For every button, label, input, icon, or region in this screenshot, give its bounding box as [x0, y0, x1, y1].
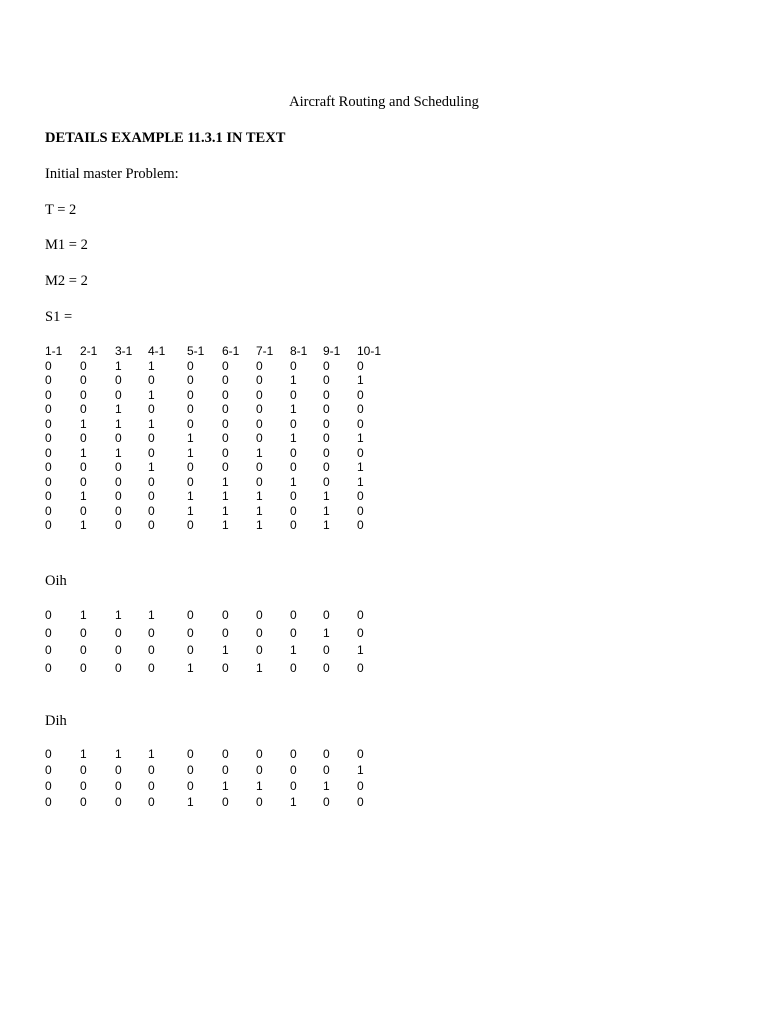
dih-cell: 1 [290, 795, 297, 809]
s1-cell: 0 [323, 445, 330, 460]
s1-cell: 1 [357, 431, 364, 445]
s1-cell: 0 [357, 402, 364, 416]
s1-cell: 0 [290, 387, 297, 402]
s1-cell: 1 [222, 489, 229, 503]
s1-cell: 1 [148, 387, 155, 402]
s1-cell: 0 [256, 402, 263, 416]
dih-cell: 0 [115, 795, 122, 809]
s1-cell: 1 [256, 445, 263, 460]
s1-header-cell: 4-1 [148, 344, 166, 358]
dih-cell: 1 [187, 795, 194, 809]
dih-cell: 0 [80, 795, 87, 809]
s1-cell: 0 [290, 503, 297, 518]
s1-cell: 1 [290, 474, 297, 489]
s1-cell: 1 [115, 416, 122, 431]
s1-cell: 0 [222, 431, 229, 445]
s1-cell: 1 [187, 489, 194, 503]
s1-cell: 0 [80, 373, 87, 387]
s1-cell: 0 [290, 489, 297, 503]
s1-cell: 0 [45, 503, 52, 518]
s1-cell: 0 [80, 431, 87, 445]
oih-cell: 0 [222, 660, 229, 675]
s1-cell: 0 [323, 431, 330, 445]
s1-cell: 0 [115, 518, 122, 532]
s1-cell: 0 [357, 445, 364, 460]
dih-cell: 0 [45, 747, 52, 761]
s1-cell: 0 [80, 402, 87, 416]
s1-cell: 1 [187, 431, 194, 445]
s1-cell: 0 [45, 416, 52, 431]
oih-cell: 1 [290, 643, 297, 657]
param-m1: M1 = 2 [45, 237, 88, 253]
dih-cell: 0 [323, 747, 330, 761]
s1-cell: 0 [148, 518, 155, 532]
dih-label: Dih [45, 713, 67, 729]
oih-cell: 0 [115, 625, 122, 640]
s1-cell: 1 [256, 489, 263, 503]
s1-cell: 1 [357, 460, 364, 474]
dih-cell: 0 [148, 795, 155, 809]
s1-cell: 0 [187, 474, 194, 489]
s1-cell: 0 [115, 474, 122, 489]
dih-cell: 0 [357, 747, 364, 761]
s1-cell: 0 [45, 402, 52, 416]
oih-cell: 0 [222, 608, 229, 622]
s1-cell: 0 [222, 402, 229, 416]
s1-cell: 0 [323, 373, 330, 387]
s1-cell: 0 [357, 358, 364, 373]
s1-cell: 0 [256, 358, 263, 373]
dih-cell: 0 [256, 795, 263, 809]
section-heading: DETAILS EXAMPLE 11.3.1 IN TEXT [45, 130, 286, 146]
dih-cell: 0 [148, 779, 155, 793]
s1-cell: 1 [148, 460, 155, 474]
dih-cell: 1 [115, 747, 122, 761]
s1-cell: 0 [222, 445, 229, 460]
dih-cell: 1 [148, 747, 155, 761]
oih-cell: 0 [222, 625, 229, 640]
s1-cell: 1 [222, 474, 229, 489]
s1-cell: 0 [45, 489, 52, 503]
s1-cell: 1 [357, 373, 364, 387]
s1-cell: 1 [323, 489, 330, 503]
s1-cell: 0 [45, 431, 52, 445]
s1-cell: 0 [80, 358, 87, 373]
oih-cell: 1 [80, 608, 87, 622]
s1-cell: 1 [148, 358, 155, 373]
oih-cell: 1 [187, 660, 194, 675]
s1-cell: 0 [256, 460, 263, 474]
s1-cell: 0 [148, 402, 155, 416]
s1-cell: 0 [256, 474, 263, 489]
dih-cell: 0 [187, 763, 194, 777]
s1-cell: 1 [80, 489, 87, 503]
s1-cell: 0 [222, 373, 229, 387]
s1-cell: 0 [45, 373, 52, 387]
oih-cell: 0 [290, 608, 297, 622]
s1-cell: 0 [222, 358, 229, 373]
s1-header-cell: 2-1 [80, 344, 98, 358]
s1-cell: 0 [290, 445, 297, 460]
dih-cell: 0 [357, 779, 364, 793]
s1-cell: 0 [290, 518, 297, 532]
oih-cell: 0 [148, 625, 155, 640]
dih-cell: 0 [80, 763, 87, 777]
oih-cell: 0 [256, 643, 263, 657]
oih-cell: 0 [45, 643, 52, 657]
s1-cell: 0 [323, 402, 330, 416]
s1-cell: 0 [115, 387, 122, 402]
s1-cell: 0 [187, 518, 194, 532]
s1-cell: 0 [256, 387, 263, 402]
oih-label: Oih [45, 573, 67, 589]
s1-cell: 0 [148, 489, 155, 503]
s1-cell: 0 [256, 431, 263, 445]
s1-header-cell: 6-1 [222, 344, 240, 358]
dih-cell: 0 [222, 747, 229, 761]
s1-cell: 1 [256, 518, 263, 532]
oih-cell: 0 [115, 660, 122, 675]
oih-cell: 0 [357, 608, 364, 622]
s1-cell: 1 [222, 503, 229, 518]
dih-cell: 0 [45, 795, 52, 809]
s1-cell: 0 [323, 416, 330, 431]
oih-cell: 1 [256, 660, 263, 675]
dih-cell: 1 [80, 747, 87, 761]
oih-cell: 0 [323, 643, 330, 657]
s1-cell: 0 [80, 474, 87, 489]
s1-cell: 0 [115, 431, 122, 445]
s1-cell: 0 [187, 373, 194, 387]
s1-cell: 0 [148, 431, 155, 445]
s1-cell: 0 [323, 358, 330, 373]
s1-cell: 0 [148, 503, 155, 518]
s1-cell: 0 [256, 373, 263, 387]
s1-cell: 0 [45, 445, 52, 460]
s1-cell: 1 [290, 431, 297, 445]
s1-cell: 0 [357, 503, 364, 518]
s1-cell: 0 [187, 358, 194, 373]
oih-cell: 0 [148, 643, 155, 657]
dih-cell: 0 [256, 747, 263, 761]
s1-header-cell: 8-1 [290, 344, 308, 358]
dih-cell: 1 [222, 779, 229, 793]
s1-cell: 0 [222, 460, 229, 474]
dih-cell: 0 [222, 763, 229, 777]
oih-cell: 0 [45, 608, 52, 622]
s1-cell: 1 [357, 474, 364, 489]
oih-cell: 0 [80, 625, 87, 640]
s1-cell: 1 [222, 518, 229, 532]
s1-cell: 0 [80, 503, 87, 518]
subtitle: Initial master Problem: [45, 166, 179, 182]
oih-cell: 0 [187, 643, 194, 657]
s1-header-cell: 3-1 [115, 344, 133, 358]
dih-cell: 0 [256, 763, 263, 777]
param-t: T = 2 [45, 202, 77, 218]
s1-cell: 1 [115, 358, 122, 373]
dih-cell: 0 [323, 795, 330, 809]
document-title: Aircraft Routing and Scheduling [289, 94, 479, 110]
s1-cell: 0 [323, 474, 330, 489]
s1-header-cell: 1-1 [45, 344, 63, 358]
dih-cell: 0 [45, 779, 52, 793]
param-m2: M2 = 2 [45, 273, 88, 289]
dih-cell: 0 [115, 779, 122, 793]
s1-cell: 0 [187, 402, 194, 416]
dih-cell: 0 [80, 779, 87, 793]
s1-cell: 1 [256, 503, 263, 518]
oih-cell: 0 [45, 625, 52, 640]
s1-cell: 0 [80, 387, 87, 402]
oih-cell: 0 [290, 625, 297, 640]
s1-cell: 0 [45, 387, 52, 402]
s1-cell: 1 [80, 445, 87, 460]
s1-cell: 0 [187, 416, 194, 431]
dih-cell: 0 [115, 763, 122, 777]
s1-cell: 1 [148, 416, 155, 431]
s1-cell: 0 [115, 489, 122, 503]
s1-cell: 1 [115, 402, 122, 416]
s1-cell: 0 [187, 387, 194, 402]
s1-cell: 0 [290, 416, 297, 431]
dih-cell: 0 [357, 795, 364, 809]
s1-cell: 1 [323, 518, 330, 532]
oih-cell: 0 [256, 608, 263, 622]
s1-cell: 0 [256, 416, 263, 431]
s1-cell: 0 [222, 387, 229, 402]
oih-cell: 1 [115, 608, 122, 622]
s1-cell: 0 [357, 387, 364, 402]
s1-cell: 0 [45, 460, 52, 474]
dih-cell: 1 [357, 763, 364, 777]
s1-cell: 0 [115, 503, 122, 518]
dih-cell: 0 [323, 763, 330, 777]
s1-cell: 0 [80, 460, 87, 474]
dih-cell: 0 [148, 763, 155, 777]
oih-cell: 0 [115, 643, 122, 657]
oih-cell: 0 [187, 625, 194, 640]
s1-cell: 0 [357, 416, 364, 431]
s1-cell: 1 [187, 445, 194, 460]
oih-cell: 0 [148, 660, 155, 675]
s1-cell: 0 [148, 445, 155, 460]
s1-cell: 0 [290, 358, 297, 373]
s1-cell: 1 [323, 503, 330, 518]
param-s1: S1 = [45, 309, 73, 325]
s1-cell: 0 [222, 416, 229, 431]
s1-header-cell: 7-1 [256, 344, 274, 358]
oih-cell: 1 [148, 608, 155, 622]
dih-cell: 0 [187, 747, 194, 761]
dih-cell: 0 [290, 779, 297, 793]
s1-cell: 0 [148, 373, 155, 387]
dih-cell: 0 [222, 795, 229, 809]
s1-cell: 0 [115, 460, 122, 474]
oih-cell: 0 [80, 660, 87, 675]
s1-cell: 1 [115, 445, 122, 460]
s1-cell: 0 [115, 373, 122, 387]
oih-cell: 1 [222, 643, 229, 657]
s1-cell: 1 [80, 416, 87, 431]
s1-cell: 1 [290, 402, 297, 416]
oih-cell: 0 [256, 625, 263, 640]
dih-cell: 0 [187, 779, 194, 793]
oih-cell: 1 [323, 625, 330, 640]
s1-cell: 1 [290, 373, 297, 387]
s1-cell: 1 [80, 518, 87, 532]
s1-header-cell: 5-1 [187, 344, 205, 358]
oih-cell: 0 [357, 625, 364, 640]
dih-cell: 0 [45, 763, 52, 777]
s1-cell: 0 [290, 460, 297, 474]
oih-cell: 0 [323, 660, 330, 675]
oih-cell: 0 [357, 660, 364, 675]
s1-cell: 0 [45, 474, 52, 489]
dih-cell: 1 [256, 779, 263, 793]
s1-header-cell: 9-1 [323, 344, 341, 358]
oih-cell: 0 [45, 660, 52, 675]
s1-cell: 0 [187, 460, 194, 474]
oih-cell: 0 [80, 643, 87, 657]
s1-cell: 0 [357, 518, 364, 532]
s1-cell: 1 [187, 503, 194, 518]
s1-cell: 0 [45, 518, 52, 532]
dih-cell: 0 [290, 747, 297, 761]
oih-cell: 1 [357, 643, 364, 657]
dih-cell: 1 [323, 779, 330, 793]
s1-cell: 0 [45, 358, 52, 373]
oih-cell: 0 [187, 608, 194, 622]
s1-cell: 0 [357, 489, 364, 503]
oih-cell: 0 [323, 608, 330, 622]
dih-cell: 0 [290, 763, 297, 777]
s1-cell: 0 [323, 387, 330, 402]
s1-header-cell: 10-1 [357, 344, 382, 358]
s1-cell: 0 [148, 474, 155, 489]
oih-cell: 0 [290, 660, 297, 675]
s1-cell: 0 [323, 460, 330, 474]
